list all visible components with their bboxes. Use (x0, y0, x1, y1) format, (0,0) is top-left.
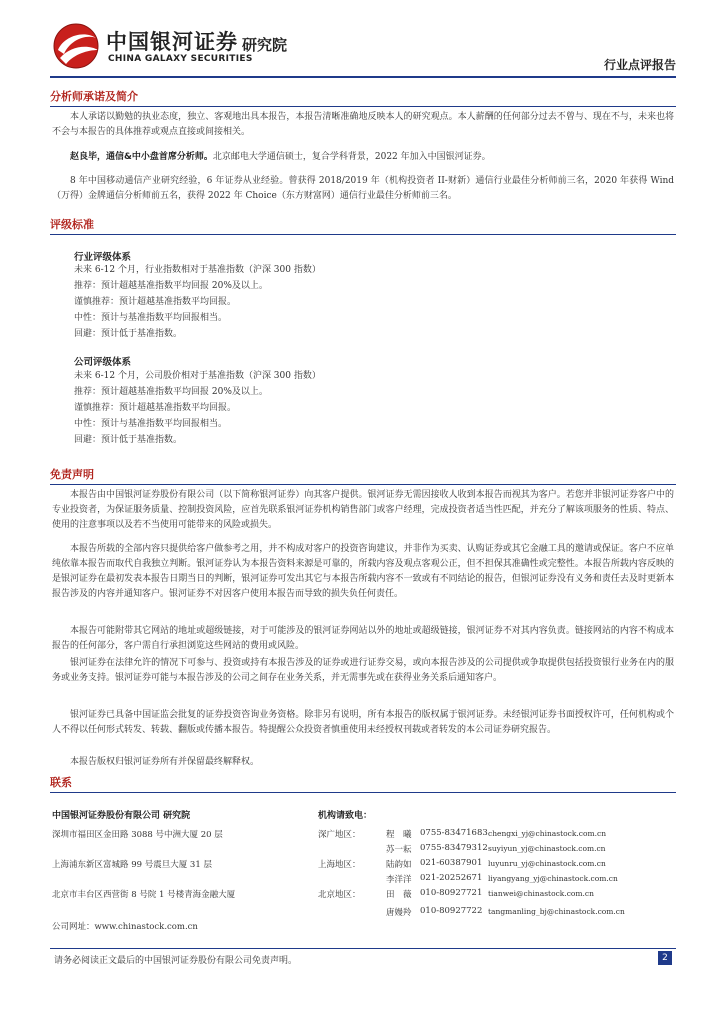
industry-rating-line: 中性：预计与基准指数平均回报相当。 (74, 313, 228, 323)
company-rating-line: 回避：预计低于基准指数。 (74, 435, 183, 445)
page-number: 2 (658, 951, 672, 965)
contact-email-link[interactable]: tianwei@chinastock.com.cn (488, 889, 594, 898)
disclaimer-paragraph: 银河证券在法律允许的情况下可参与、投资或持有本报告涉及的证券或进行证券交易，或向本报告涉及的公司提供或争取提供包括投资银行业务在内的服务或业务支持。银河证券可能与本报告涉及的公司之间存在业务关系，并无需事先或在获得业务关系后通知客户。 (52, 658, 674, 683)
contact-phone: 0755-83471683 (420, 828, 488, 838)
contact-phone: 021-60387901 (420, 858, 483, 868)
section-title-disclaimer: 免责声明 (50, 466, 676, 485)
disclaimer-paragraph: 银河证券已具备中国证监会批复的证券投资咨询业务资格。除非另有说明，所有本报告的版权属于银河证券。未经银河证券书面授权许可，任何机构或个人不得以任何形式转发、转载、翻版或传播本报告。特提醒公众投资者慎重使用未经授权刊载或者转发的本公司证券研究报告。 (52, 710, 674, 735)
analyst-intro (52, 150, 674, 165)
footer-divider (50, 948, 676, 949)
company-rating-line: 推荐：预计超越基准指数平均回报 20%及以上。 (74, 387, 268, 397)
contact-name: 陆韵如 (386, 860, 412, 870)
contact-name: 唐嫚羚 (386, 908, 412, 918)
analyst-name: 赵良毕，通信&中小盘首席分析师。 (70, 152, 213, 162)
contact-phone: 010-80927722 (420, 906, 483, 916)
header-divider (50, 76, 676, 78)
contact-name: 李洋洋 (386, 875, 412, 885)
footer-disclaimer-note: 请务必阅读正文最后的中国银河证券股份有限公司免责声明。 (54, 956, 298, 966)
contact-phone: 010-80927721 (420, 888, 483, 898)
contact-email-link[interactable]: chengxi_yj@chinastock.com.cn (488, 829, 607, 838)
contact-region: 深广地区： (318, 830, 361, 840)
contact-phone: 0755-83479312 (420, 843, 488, 853)
industry-rating-line: 谨慎推荐：预计超越基准指数平均回报。 (74, 297, 237, 307)
analyst-bio-2: 8 年中国移动通信产业研究经验，6 年证券从业经验。曾获得 2018/2019 年（机构投资者 II-财新）通信行业最佳分析师前三名，2020 年获得 Wind（万得）金牌通信分析师前五名，获得 2022 年 Choice（东方财富网）通信行业最佳分析师前三名。 (52, 176, 674, 201)
brand-name-cn: 中国银河证券 (106, 30, 238, 54)
contact-name: 田 薇 (386, 890, 412, 900)
institute-label: 研究院 (242, 36, 288, 54)
disclaimer-paragraph: 本报告所载的全部内容只提供给客户做参考之用，并不构成对客户的投资咨询建议，并非作为买卖、认购证券或其它金融工具的邀请或保证。客户不应单纯依靠本报告而取代自我独立判断。银河证券认为本报告资料来源是可靠的，所载内容及观点客观公正，但不担保其准确性或完整性。本报告所载内容反映的是银河证券在最初发表本报告日期当日的判断，银河证券可发出其它与本报告所载内容不一致或有不同结论的报告，但银河证券没有义务和责任去及时更新本报告涉及的内容并通知客户。银河证券不对因客户使用本报告而导致的损失负任何责任。 (52, 544, 674, 599)
contact-address: 深圳市福田区金田路 3088 号中洲大厦 20 层 (52, 830, 223, 840)
industry-rating-line: 未来 6-12 个月，行业指数相对于基准指数（沪深 300 指数） (74, 265, 321, 275)
contact-address: 北京市丰台区西营街 8 号院 1 号楼青海金融大厦 (52, 890, 236, 900)
report-header (50, 20, 676, 78)
contact-inst-label: 机构请致电： (318, 811, 373, 821)
section-title-rating: 评级标准 (50, 216, 676, 235)
industry-rating-line: 推荐：预计超越基准指数平均回报 20%及以上。 (74, 281, 268, 291)
section-title-contact: 联系 (50, 774, 676, 793)
industry-rating-heading: 行业评级体系 (74, 252, 132, 263)
brand-name-en: CHINA GALAXY SECURITIES (108, 54, 253, 64)
analyst-commitment: 本人承诺以勤勉的执业态度，独立、客观地出具本报告，本报告清晰准确地反映本人的研究观点。本人薪酬的任何部分过去不曾与、现在不与，未来也将不会与本报告的具体推荐或观点直接或间接相关。 (52, 112, 674, 137)
contact-name: 苏一耘 (386, 845, 412, 855)
contact-email-link[interactable]: tangmanling_bj@chinastock.com.cn (488, 907, 625, 916)
company-website-link[interactable]: 公司网址：www.chinastock.com.cn (52, 922, 198, 932)
disclaimer-paragraph: 本报告由中国银河证券股份有限公司（以下简称银河证券）向其客户提供。银河证券无需因接收人收到本报告而视其为客户。若您并非银河证券客户中的专业投资者，为保证服务质量、控制投资风险，应首先联系银河证券机构销售部门或客户经理，完成投资者适当性匹配，并充分了解该项服务的性质、特点、使用的注意事项以及若不当使用可能带来的风险或损失。 (52, 490, 674, 530)
contact-name: 程 曦 (386, 830, 412, 840)
report-type: 行业点评报告 (603, 58, 676, 72)
disclaimer-paragraph: 本报告可能附带其它网站的地址或超级链接，对于可能涉及的银河证券网站以外的地址或超级链接，银河证券不对其内容负责。链接网站的内容不构成本报告的任何部分，客户需自行承担浏览这些网站的费用或风险。 (52, 626, 674, 651)
contact-email-link[interactable]: suyiyun_yj@chinastock.com.cn (488, 844, 606, 853)
contact-phone: 021-20252671 (420, 873, 483, 883)
contact-email-link[interactable]: luyunru_yj@chinastock.com.cn (488, 859, 606, 868)
contact-company: 中国银河证券股份有限公司 研究院 (52, 811, 191, 821)
contact-email-link[interactable]: liyangyang_yj@chinastock.com.cn (488, 874, 618, 883)
disclaimer-paragraph: 本报告版权归银河证券所有并保留最终解释权。 (70, 757, 260, 767)
company-rating-line: 中性：预计与基准指数平均回报相当。 (74, 419, 228, 429)
company-rating-line: 谨慎推荐：预计超越基准指数平均回报。 (74, 403, 237, 413)
section-title-analyst: 分析师承诺及简介 (50, 88, 676, 107)
company-rating-line: 未来 6-12 个月，公司股价相对于基准指数（沪深 300 指数） (74, 371, 321, 381)
galaxy-logo-icon (50, 20, 102, 72)
industry-rating-line: 回避：预计低于基准指数。 (74, 329, 183, 339)
contact-address: 上海浦东新区富城路 99 号震旦大厦 31 层 (52, 860, 212, 870)
company-rating-heading: 公司评级体系 (74, 357, 132, 368)
contact-region: 北京地区： (318, 890, 361, 900)
analyst-bio-1: 北京邮电大学通信硕士，复合学科背景，2022 年加入中国银河证券。 (212, 152, 491, 162)
contact-region: 上海地区： (318, 860, 361, 870)
